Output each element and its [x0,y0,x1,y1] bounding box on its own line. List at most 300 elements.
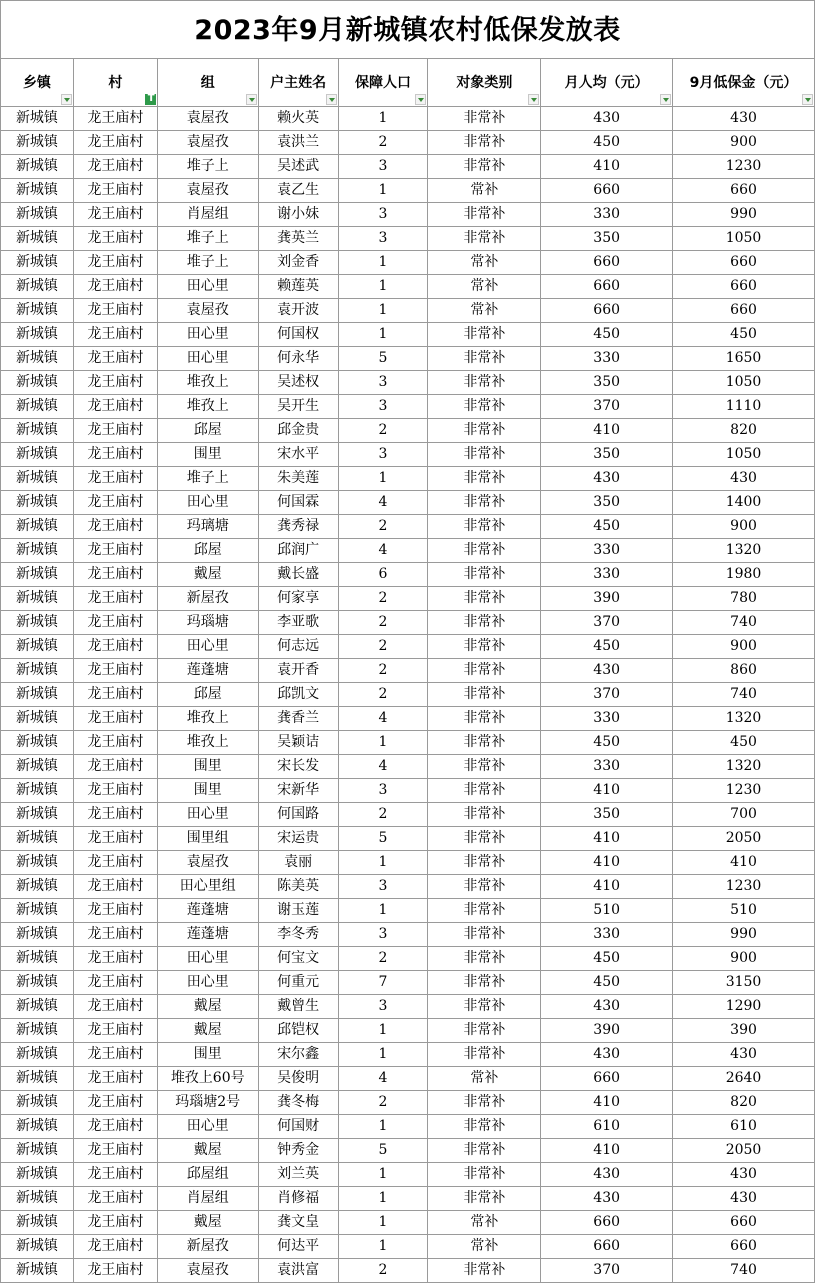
cell-householder[interactable]: 李冬秀 [258,923,338,947]
cell-householder[interactable]: 刘兰英 [258,1163,338,1187]
cell-category[interactable]: 非常补 [428,1187,541,1211]
cell-covered-persons[interactable]: 7 [338,971,428,995]
cell-monthly-per-person[interactable]: 410 [541,155,673,179]
cell-september-allowance[interactable]: 1320 [673,707,815,731]
cell-householder[interactable]: 龚冬梅 [258,1091,338,1115]
cell-monthly-per-person[interactable]: 660 [541,179,673,203]
cell-monthly-per-person[interactable]: 330 [541,923,673,947]
cell-householder[interactable]: 何国路 [258,803,338,827]
cell-township[interactable]: 新城镇 [1,1211,74,1235]
cell-householder[interactable]: 袁开香 [258,659,338,683]
cell-village[interactable]: 龙王庙村 [73,539,157,563]
cell-township[interactable]: 新城镇 [1,587,74,611]
cell-township[interactable]: 新城镇 [1,395,74,419]
cell-category[interactable]: 常补 [428,299,541,323]
cell-september-allowance[interactable]: 990 [673,203,815,227]
cell-township[interactable]: 新城镇 [1,107,74,131]
cell-covered-persons[interactable]: 3 [338,227,428,251]
cell-village[interactable]: 龙王庙村 [73,755,157,779]
cell-category[interactable]: 非常补 [428,107,541,131]
cell-township[interactable]: 新城镇 [1,899,74,923]
cell-group[interactable]: 堆子上 [157,155,258,179]
cell-group[interactable]: 新屋孜 [157,587,258,611]
cell-september-allowance[interactable]: 740 [673,1259,815,1283]
cell-category[interactable]: 非常补 [428,1043,541,1067]
cell-township[interactable]: 新城镇 [1,515,74,539]
cell-september-allowance[interactable]: 510 [673,899,815,923]
cell-september-allowance[interactable]: 3150 [673,971,815,995]
cell-covered-persons[interactable]: 3 [338,203,428,227]
cell-category[interactable]: 非常补 [428,779,541,803]
cell-covered-persons[interactable]: 3 [338,443,428,467]
cell-september-allowance[interactable]: 1050 [673,227,815,251]
cell-village[interactable]: 龙王庙村 [73,659,157,683]
cell-township[interactable]: 新城镇 [1,731,74,755]
cell-village[interactable]: 龙王庙村 [73,323,157,347]
cell-township[interactable]: 新城镇 [1,827,74,851]
cell-covered-persons[interactable]: 5 [338,1139,428,1163]
cell-monthly-per-person[interactable]: 660 [541,1235,673,1259]
cell-covered-persons[interactable]: 1 [338,275,428,299]
cell-covered-persons[interactable]: 2 [338,1091,428,1115]
cell-september-allowance[interactable]: 1110 [673,395,815,419]
cell-township[interactable]: 新城镇 [1,1163,74,1187]
cell-september-allowance[interactable]: 410 [673,851,815,875]
cell-township[interactable]: 新城镇 [1,947,74,971]
cell-september-allowance[interactable]: 610 [673,1115,815,1139]
cell-township[interactable]: 新城镇 [1,299,74,323]
cell-township[interactable]: 新城镇 [1,251,74,275]
cell-monthly-per-person[interactable]: 660 [541,1067,673,1091]
cell-householder[interactable]: 吴述武 [258,155,338,179]
cell-category[interactable]: 非常补 [428,707,541,731]
cell-september-allowance[interactable]: 820 [673,1091,815,1115]
cell-covered-persons[interactable]: 1 [338,467,428,491]
cell-covered-persons[interactable]: 1 [338,179,428,203]
cell-township[interactable]: 新城镇 [1,683,74,707]
cell-category[interactable]: 非常补 [428,827,541,851]
cell-householder[interactable]: 邱金贵 [258,419,338,443]
cell-monthly-per-person[interactable]: 330 [541,707,673,731]
cell-september-allowance[interactable]: 900 [673,635,815,659]
cell-village[interactable]: 龙王庙村 [73,467,157,491]
cell-group[interactable]: 堆孜上 [157,395,258,419]
cell-covered-persons[interactable]: 1 [338,1187,428,1211]
cell-covered-persons[interactable]: 6 [338,563,428,587]
cell-covered-persons[interactable]: 2 [338,131,428,155]
cell-group[interactable]: 田心里 [157,491,258,515]
cell-householder[interactable]: 钟秀金 [258,1139,338,1163]
cell-village[interactable]: 龙王庙村 [73,683,157,707]
cell-village[interactable]: 龙王庙村 [73,563,157,587]
cell-group[interactable]: 玛瑙塘 [157,611,258,635]
cell-village[interactable]: 龙王庙村 [73,611,157,635]
cell-september-allowance[interactable]: 1980 [673,563,815,587]
cell-group[interactable]: 新屋孜 [157,1235,258,1259]
cell-township[interactable]: 新城镇 [1,635,74,659]
cell-covered-persons[interactable]: 3 [338,923,428,947]
cell-monthly-per-person[interactable]: 610 [541,1115,673,1139]
cell-category[interactable]: 非常补 [428,443,541,467]
cell-township[interactable]: 新城镇 [1,1235,74,1259]
cell-monthly-per-person[interactable]: 430 [541,1187,673,1211]
cell-group[interactable]: 莲蓬塘 [157,899,258,923]
cell-covered-persons[interactable]: 1 [338,299,428,323]
cell-householder[interactable]: 何国财 [258,1115,338,1139]
cell-householder[interactable]: 吴开生 [258,395,338,419]
cell-monthly-per-person[interactable]: 450 [541,131,673,155]
cell-group[interactable]: 田心里 [157,347,258,371]
cell-village[interactable]: 龙王庙村 [73,227,157,251]
cell-group[interactable]: 田心里 [157,803,258,827]
cell-group[interactable]: 肖屋组 [157,1187,258,1211]
cell-group[interactable]: 堆孜上 [157,371,258,395]
cell-monthly-per-person[interactable]: 390 [541,587,673,611]
cell-township[interactable]: 新城镇 [1,995,74,1019]
cell-householder[interactable]: 邱铠权 [258,1019,338,1043]
cell-category[interactable]: 非常补 [428,923,541,947]
cell-village[interactable]: 龙王庙村 [73,179,157,203]
cell-monthly-per-person[interactable]: 330 [541,203,673,227]
cell-village[interactable]: 龙王庙村 [73,1043,157,1067]
cell-township[interactable]: 新城镇 [1,467,74,491]
cell-householder[interactable]: 袁洪富 [258,1259,338,1283]
cell-monthly-per-person[interactable]: 660 [541,251,673,275]
filter-dropdown-icon[interactable] [528,94,539,105]
cell-village[interactable]: 龙王庙村 [73,1235,157,1259]
cell-covered-persons[interactable]: 1 [338,851,428,875]
cell-september-allowance[interactable]: 1230 [673,155,815,179]
cell-monthly-per-person[interactable]: 660 [541,275,673,299]
cell-september-allowance[interactable]: 2640 [673,1067,815,1091]
cell-category[interactable]: 非常补 [428,899,541,923]
cell-village[interactable]: 龙王庙村 [73,203,157,227]
cell-village[interactable]: 龙王庙村 [73,107,157,131]
cell-category[interactable]: 非常补 [428,155,541,179]
cell-group[interactable]: 邱屋 [157,419,258,443]
cell-township[interactable]: 新城镇 [1,539,74,563]
cell-group[interactable]: 围里 [157,779,258,803]
cell-householder[interactable]: 戴曾生 [258,995,338,1019]
cell-covered-persons[interactable]: 2 [338,1259,428,1283]
cell-village[interactable]: 龙王庙村 [73,1091,157,1115]
cell-covered-persons[interactable]: 2 [338,659,428,683]
cell-september-allowance[interactable]: 700 [673,803,815,827]
cell-september-allowance[interactable]: 820 [673,419,815,443]
cell-group[interactable]: 戴屋 [157,563,258,587]
cell-householder[interactable]: 何志远 [258,635,338,659]
cell-monthly-per-person[interactable]: 410 [541,875,673,899]
cell-village[interactable]: 龙王庙村 [73,443,157,467]
cell-village[interactable]: 龙王庙村 [73,395,157,419]
cell-group[interactable]: 田心里 [157,971,258,995]
cell-covered-persons[interactable]: 1 [338,1115,428,1139]
cell-group[interactable]: 围里组 [157,827,258,851]
cell-category[interactable]: 常补 [428,179,541,203]
cell-householder[interactable]: 何达平 [258,1235,338,1259]
cell-householder[interactable]: 龚英兰 [258,227,338,251]
cell-group[interactable]: 戴屋 [157,995,258,1019]
cell-householder[interactable]: 陈美英 [258,875,338,899]
filter-dropdown-icon[interactable] [415,94,426,105]
cell-covered-persons[interactable]: 1 [338,731,428,755]
cell-category[interactable]: 非常补 [428,851,541,875]
cell-category[interactable]: 非常补 [428,587,541,611]
cell-township[interactable]: 新城镇 [1,875,74,899]
cell-village[interactable]: 龙王庙村 [73,1139,157,1163]
cell-group[interactable]: 田心里 [157,323,258,347]
filter-dropdown-icon[interactable] [802,94,813,105]
cell-householder[interactable]: 宋尔鑫 [258,1043,338,1067]
cell-householder[interactable]: 吴颖诘 [258,731,338,755]
cell-group[interactable]: 邱屋组 [157,1163,258,1187]
cell-township[interactable]: 新城镇 [1,203,74,227]
cell-category[interactable]: 非常补 [428,803,541,827]
cell-covered-persons[interactable]: 4 [338,1067,428,1091]
cell-village[interactable]: 龙王庙村 [73,875,157,899]
cell-september-allowance[interactable]: 660 [673,275,815,299]
cell-september-allowance[interactable]: 430 [673,1043,815,1067]
cell-monthly-per-person[interactable]: 430 [541,659,673,683]
cell-monthly-per-person[interactable]: 350 [541,491,673,515]
cell-group[interactable]: 袁屋孜 [157,131,258,155]
cell-category[interactable]: 非常补 [428,467,541,491]
cell-september-allowance[interactable]: 900 [673,131,815,155]
cell-category[interactable]: 非常补 [428,203,541,227]
cell-householder[interactable]: 龚秀禄 [258,515,338,539]
cell-monthly-per-person[interactable]: 450 [541,635,673,659]
cell-township[interactable]: 新城镇 [1,179,74,203]
cell-monthly-per-person[interactable]: 450 [541,731,673,755]
cell-covered-persons[interactable]: 2 [338,611,428,635]
cell-monthly-per-person[interactable]: 350 [541,227,673,251]
cell-covered-persons[interactable]: 4 [338,707,428,731]
cell-village[interactable]: 龙王庙村 [73,1067,157,1091]
cell-category[interactable]: 非常补 [428,995,541,1019]
cell-group[interactable]: 莲蓬塘 [157,923,258,947]
cell-category[interactable]: 非常补 [428,419,541,443]
cell-township[interactable]: 新城镇 [1,155,74,179]
cell-village[interactable]: 龙王庙村 [73,371,157,395]
cell-monthly-per-person[interactable]: 410 [541,779,673,803]
cell-village[interactable]: 龙王庙村 [73,803,157,827]
cell-village[interactable]: 龙王庙村 [73,515,157,539]
cell-householder[interactable]: 袁开波 [258,299,338,323]
cell-covered-persons[interactable]: 1 [338,899,428,923]
cell-covered-persons[interactable]: 2 [338,515,428,539]
cell-township[interactable]: 新城镇 [1,1067,74,1091]
cell-monthly-per-person[interactable]: 410 [541,419,673,443]
cell-september-allowance[interactable]: 1400 [673,491,815,515]
cell-category[interactable]: 非常补 [428,755,541,779]
cell-village[interactable]: 龙王庙村 [73,1187,157,1211]
cell-covered-persons[interactable]: 3 [338,371,428,395]
cell-township[interactable]: 新城镇 [1,971,74,995]
cell-group[interactable]: 玛璃塘 [157,515,258,539]
cell-householder[interactable]: 何重元 [258,971,338,995]
cell-township[interactable]: 新城镇 [1,563,74,587]
cell-township[interactable]: 新城镇 [1,1019,74,1043]
cell-september-allowance[interactable]: 1050 [673,371,815,395]
cell-monthly-per-person[interactable]: 330 [541,563,673,587]
cell-village[interactable]: 龙王庙村 [73,251,157,275]
cell-group[interactable]: 邱屋 [157,683,258,707]
filter-dropdown-icon[interactable] [660,94,671,105]
cell-group[interactable]: 围里 [157,755,258,779]
cell-category[interactable]: 非常补 [428,371,541,395]
cell-category[interactable]: 非常补 [428,1091,541,1115]
cell-september-allowance[interactable]: 860 [673,659,815,683]
cell-monthly-per-person[interactable]: 430 [541,107,673,131]
cell-covered-persons[interactable]: 2 [338,803,428,827]
cell-village[interactable]: 龙王庙村 [73,971,157,995]
cell-monthly-per-person[interactable]: 350 [541,803,673,827]
cell-monthly-per-person[interactable]: 330 [541,755,673,779]
cell-group[interactable]: 堆子上 [157,227,258,251]
cell-township[interactable]: 新城镇 [1,275,74,299]
cell-householder[interactable]: 何国权 [258,323,338,347]
cell-township[interactable]: 新城镇 [1,419,74,443]
cell-september-allowance[interactable]: 390 [673,1019,815,1043]
filter-dropdown-icon[interactable] [61,94,72,105]
cell-group[interactable]: 田心里 [157,947,258,971]
cell-group[interactable]: 邱屋 [157,539,258,563]
cell-category[interactable]: 非常补 [428,395,541,419]
cell-township[interactable]: 新城镇 [1,1139,74,1163]
cell-village[interactable]: 龙王庙村 [73,995,157,1019]
cell-category[interactable]: 非常补 [428,515,541,539]
cell-monthly-per-person[interactable]: 330 [541,539,673,563]
cell-category[interactable]: 非常补 [428,539,541,563]
cell-group[interactable]: 围里 [157,1043,258,1067]
cell-township[interactable]: 新城镇 [1,611,74,635]
cell-covered-persons[interactable]: 2 [338,419,428,443]
cell-covered-persons[interactable]: 1 [338,1235,428,1259]
cell-group[interactable]: 袁屋孜 [157,1259,258,1283]
cell-september-allowance[interactable]: 430 [673,107,815,131]
cell-covered-persons[interactable]: 5 [338,827,428,851]
cell-covered-persons[interactable]: 3 [338,875,428,899]
cell-village[interactable]: 龙王庙村 [73,275,157,299]
cell-group[interactable]: 田心里 [157,1115,258,1139]
cell-group[interactable]: 田心里组 [157,875,258,899]
cell-category[interactable]: 非常补 [428,1139,541,1163]
cell-category[interactable]: 非常补 [428,347,541,371]
filter-dropdown-icon[interactable] [246,94,257,105]
cell-category[interactable]: 非常补 [428,635,541,659]
cell-september-allowance[interactable]: 2050 [673,827,815,851]
cell-monthly-per-person[interactable]: 660 [541,1211,673,1235]
cell-monthly-per-person[interactable]: 370 [541,611,673,635]
cell-september-allowance[interactable]: 1320 [673,755,815,779]
cell-september-allowance[interactable]: 430 [673,1163,815,1187]
cell-monthly-per-person[interactable]: 430 [541,1043,673,1067]
cell-category[interactable]: 非常补 [428,731,541,755]
cell-september-allowance[interactable]: 1290 [673,995,815,1019]
cell-householder[interactable]: 赖莲英 [258,275,338,299]
cell-monthly-per-person[interactable]: 410 [541,827,673,851]
cell-householder[interactable]: 肖修福 [258,1187,338,1211]
cell-covered-persons[interactable]: 4 [338,539,428,563]
cell-householder[interactable]: 李亚歌 [258,611,338,635]
cell-category[interactable]: 非常补 [428,683,541,707]
cell-township[interactable]: 新城镇 [1,1043,74,1067]
cell-township[interactable]: 新城镇 [1,923,74,947]
cell-township[interactable]: 新城镇 [1,803,74,827]
cell-covered-persons[interactable]: 1 [338,251,428,275]
cell-village[interactable]: 龙王庙村 [73,491,157,515]
cell-september-allowance[interactable]: 430 [673,1187,815,1211]
cell-group[interactable]: 袁屋孜 [157,299,258,323]
cell-category[interactable]: 常补 [428,1067,541,1091]
cell-monthly-per-person[interactable]: 660 [541,299,673,323]
cell-monthly-per-person[interactable]: 350 [541,443,673,467]
cell-monthly-per-person[interactable]: 450 [541,947,673,971]
cell-householder[interactable]: 袁丽 [258,851,338,875]
cell-township[interactable]: 新城镇 [1,371,74,395]
cell-covered-persons[interactable]: 4 [338,755,428,779]
cell-september-allowance[interactable]: 780 [673,587,815,611]
cell-village[interactable]: 龙王庙村 [73,419,157,443]
cell-category[interactable]: 非常补 [428,1019,541,1043]
cell-category[interactable]: 非常补 [428,1163,541,1187]
cell-covered-persons[interactable]: 3 [338,995,428,1019]
cell-village[interactable]: 龙王庙村 [73,1163,157,1187]
cell-village[interactable]: 龙王庙村 [73,899,157,923]
cell-category[interactable]: 常补 [428,1235,541,1259]
cell-monthly-per-person[interactable]: 410 [541,1139,673,1163]
cell-township[interactable]: 新城镇 [1,227,74,251]
cell-september-allowance[interactable]: 1050 [673,443,815,467]
cell-september-allowance[interactable]: 660 [673,1235,815,1259]
cell-village[interactable]: 龙王庙村 [73,155,157,179]
cell-householder[interactable]: 邱润广 [258,539,338,563]
cell-group[interactable]: 田心里 [157,635,258,659]
cell-monthly-per-person[interactable]: 390 [541,1019,673,1043]
cell-group[interactable]: 肖屋组 [157,203,258,227]
filter-dropdown-icon[interactable] [326,94,337,105]
cell-september-allowance[interactable]: 990 [673,923,815,947]
cell-group[interactable]: 戴屋 [157,1139,258,1163]
cell-township[interactable]: 新城镇 [1,1091,74,1115]
cell-category[interactable]: 非常补 [428,875,541,899]
cell-monthly-per-person[interactable]: 510 [541,899,673,923]
cell-village[interactable]: 龙王庙村 [73,1211,157,1235]
cell-householder[interactable]: 吴俊明 [258,1067,338,1091]
cell-village[interactable]: 龙王庙村 [73,851,157,875]
active-filter-icon[interactable] [145,94,156,105]
cell-village[interactable]: 龙王庙村 [73,635,157,659]
cell-category[interactable]: 非常补 [428,947,541,971]
cell-covered-persons[interactable]: 2 [338,683,428,707]
cell-householder[interactable]: 袁乙生 [258,179,338,203]
cell-covered-persons[interactable]: 3 [338,779,428,803]
cell-group[interactable]: 堆孜上 [157,707,258,731]
cell-group[interactable]: 堆子上 [157,251,258,275]
cell-covered-persons[interactable]: 2 [338,947,428,971]
cell-category[interactable]: 常补 [428,275,541,299]
cell-householder[interactable]: 宋运贵 [258,827,338,851]
cell-category[interactable]: 非常补 [428,131,541,155]
cell-monthly-per-person[interactable]: 430 [541,995,673,1019]
cell-householder[interactable]: 邱凯文 [258,683,338,707]
cell-september-allowance[interactable]: 1230 [673,875,815,899]
cell-householder[interactable]: 宋长发 [258,755,338,779]
cell-monthly-per-person[interactable]: 370 [541,1259,673,1283]
cell-householder[interactable]: 何家享 [258,587,338,611]
cell-householder[interactable]: 何宝文 [258,947,338,971]
cell-monthly-per-person[interactable]: 450 [541,971,673,995]
